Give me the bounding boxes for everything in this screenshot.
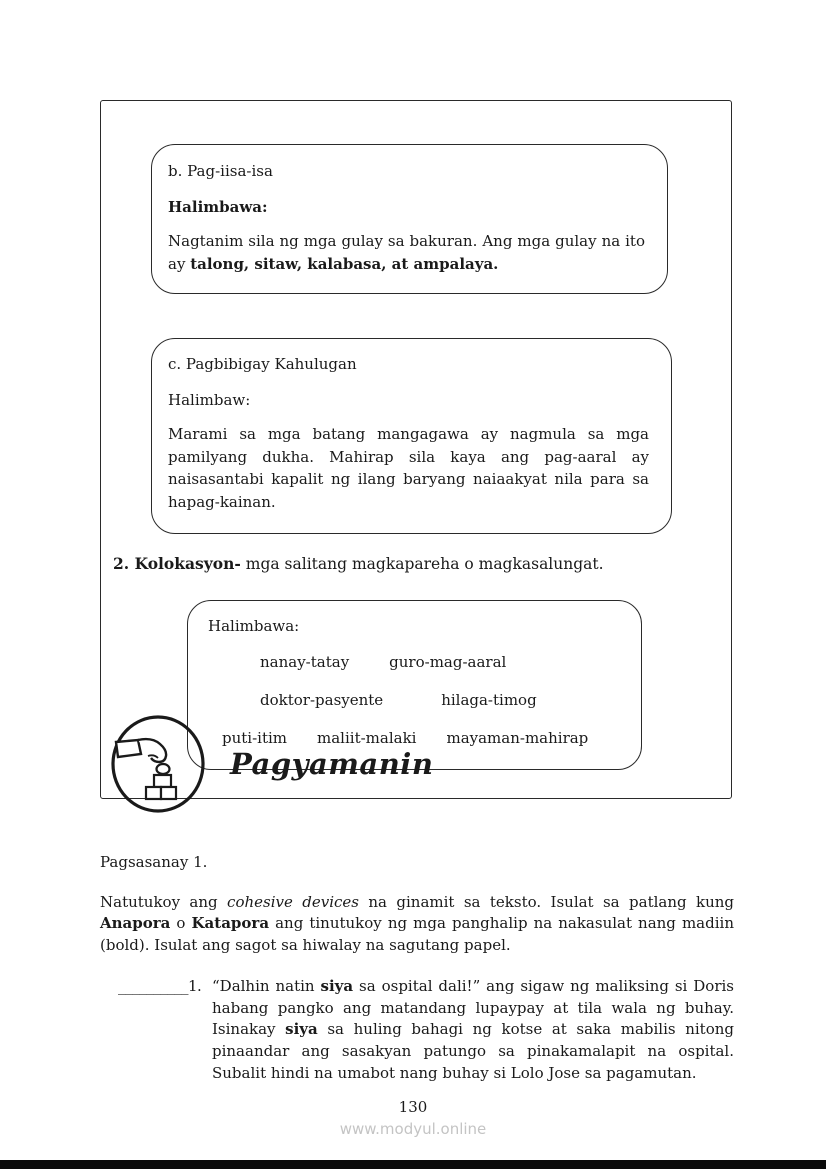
instr-part: ang tinutukoy ng mga panghalip na nakasulat nang madiin (bold). Isulat ang sagot sa hiwalay na sagutang papel. bbox=[100, 914, 734, 954]
word-pair: guro-mag-aaral bbox=[389, 653, 507, 672]
footer-watermark: www.modyul.online bbox=[339, 1120, 487, 1138]
box-b-halimbawa-label: Halimbawa: bbox=[168, 198, 268, 216]
box-c-title: c. Pagbibigay Kahulugan bbox=[168, 355, 357, 373]
exercise-block bbox=[100, 853, 734, 1085]
kolokasyon-definition-line bbox=[113, 552, 731, 576]
word-pair-row-1 bbox=[208, 652, 621, 673]
word-pair: nanay-tatay bbox=[260, 653, 350, 672]
item-text-part: sa ospital dali!” ang sigaw ng maliksing si Doris habang pangko ang matandang lupaypay at tila wala ng buhay. Isinakay bbox=[212, 976, 734, 1039]
answer-blank-and-number bbox=[118, 976, 210, 1085]
box-b-text-bold: talong, sitaw, kalabasa, at ampalaya. bbox=[190, 254, 499, 273]
item-1-text bbox=[212, 976, 734, 1085]
box-b-title: b. Pag-iisa-isa bbox=[168, 162, 273, 180]
instr-part: Natutukoy ang bbox=[100, 893, 228, 911]
pagyamanin-section-header bbox=[108, 712, 433, 816]
word-pair: maliit-malaki bbox=[317, 729, 417, 748]
bottom-black-bar bbox=[0, 1160, 826, 1169]
page-number: 130 bbox=[398, 1098, 428, 1116]
word-pair: doktor-pasyente bbox=[260, 691, 384, 710]
item-text-part: “Dalhin natin bbox=[212, 976, 321, 995]
box-b-text-regular: Nagtanim sila ng mga gulay sa bakuran. Ang mga gulay na ito ay bbox=[168, 232, 645, 273]
instr-part: na ginamit sa teksto. Isulat sa patlang kung bbox=[359, 893, 735, 911]
exercise-instructions bbox=[100, 892, 734, 956]
instr-italic-term: cohesive devices bbox=[227, 893, 359, 911]
kolokasyon-halimbawa-label: Halimbawa: bbox=[208, 617, 300, 636]
box-b-text bbox=[168, 230, 645, 275]
word-pair: mayaman-mahirap bbox=[446, 729, 589, 748]
word-pair: puti-itim bbox=[222, 729, 288, 748]
content-outer-box bbox=[100, 100, 732, 799]
box-c-text: Marami sa mga batang mangagawa ay nagmula sa mga pamilyang dukha. Mahirap sila kaya ang pag-aaral ay naisasantabi kapalit ng ilang baryang naiaakyat nila para sa hapag-kainan. bbox=[168, 425, 649, 511]
word-pair-row-2 bbox=[208, 690, 621, 711]
example-box-pag-iisa-isa bbox=[151, 144, 668, 294]
example-box-pagbibigay-kahulugan bbox=[151, 338, 672, 534]
word-pair: hilaga-timog bbox=[441, 691, 537, 710]
exercise-heading: Pagsasanay 1. bbox=[100, 853, 208, 871]
instr-bold-anapora: Anapora bbox=[100, 914, 171, 933]
item-number: 1. bbox=[188, 976, 202, 995]
item-bold-pronoun: siya bbox=[320, 976, 354, 995]
kolokasyon-definition: mga salitang magkapareha o magkasalungat. bbox=[240, 555, 604, 573]
item-text-part: sa huling bahagi ng kotse at saka mabilis nitong pinaandar ang sasakyan patungo sa pinakamalapit na ospital. Subalit hindi na umabot nang buhay si Lolo Jose sa pagamutan. bbox=[212, 1020, 734, 1082]
section-title: Pagyamanin bbox=[230, 747, 434, 781]
answer-blank: __________ bbox=[118, 976, 188, 995]
exercise-item-1 bbox=[100, 976, 734, 1085]
hand-stacking-blocks-icon bbox=[108, 712, 208, 816]
instr-bold-katapora: Katapora bbox=[191, 914, 270, 933]
kolokasyon-term: 2. Kolokasyon- bbox=[113, 554, 241, 573]
item-bold-pronoun: siya bbox=[285, 1020, 318, 1039]
box-c-halimbaw-label: Halimbaw: bbox=[168, 391, 251, 409]
instr-part: o bbox=[170, 914, 192, 933]
